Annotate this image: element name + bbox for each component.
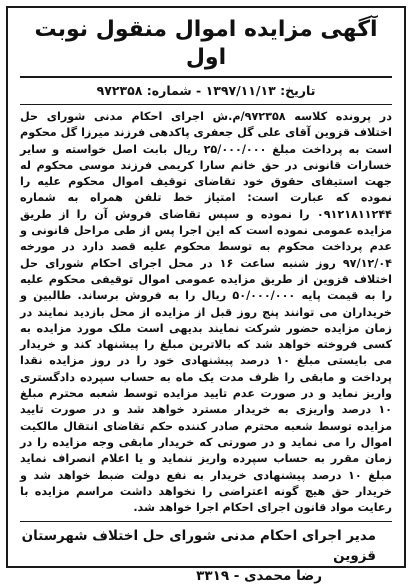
notice-date-number: تاریخ: ۱۳۹۷/۱۱/۱۳ - شماره: ۹۷۲۳۵۸	[96, 83, 316, 98]
notice-title: آگهی مزایده اموال منقول نوبت اول	[34, 17, 378, 70]
notice-body: در پرونده کلاسه ۹۷۲۳۵۸/م.ش اجرای احکام مدنی شورای حل اختلاف قزوین آقای علی گل جعفری پاکدهی فرزند میرزا گل محکوم است به پرداخت مبلغ ۲۵/۰۰۰/۰۰۰ ریال بابت اصل خواسته و سایر خسارات قانونی در حق خانم سارا کریمی فرزند موسی محکوم له جهت استیفای حقوق خود تقاضای توقیف اموال محکوم علیه را نموده که عبارت است: امتیاز خط تلفن همراه به شماره ۰۹۱۲۱۸۱۱۲۴۴ را نموده و سپس تقاضای فروش آن را از طریق مزایده عمومی نموده است که این اجرا پس از طی مراحل قانونی و عدم پرداخت محکوم به توسط محکوم علیه قصد دارد در مورخه ۹۷/۱۲/۰۴ روز شنبه ساعت ۱۶ در محل اجرای احکام شورای حل اختلاف قزوین از طریق مزایده عمومی اموال توقیفی محکوم علیه را به قیمت پایه ۵۰/۰۰۰/۰۰۰ ریال را به فروش برساند. طالبین و خریداران می توانند پنج روز قبل از مزایده از محل بازدید نمایند در زمان مزایده حضور شرکت نمایند بدیهی است ملک مورد مزایده به کسی فروخته خواهد شد که بالاترین مبلغ را پیشنهاد کند و خریدار می بایستی مبلغ ۱۰ درصد پیشنهادی خود را در روز مزایده نقدا پرداخت و مابقی را ظرف مدت یک ماه به حساب سپرده دادگستری واریز نماید و در صورت عدم تایید مزایده توسط شعبه محترم مبلغ ۱۰ درصد واریزی به خریدار مسترد خواهد شد و در صورت تایید مزایده توسط شعبه محترم صادر کننده حکم تقاضای انتقال مالکیت اموال را می نماید و در صورتی که خریدار مابقی وجه مزایده را در زمان مقرر به حساب سپرده واریز ننماید و یا اعلام انصراف نماید مبلغ ۱۰ درصد پیشنهادی خریدار به نفع دولت ضبط خواهد شد و خریدار حق هیچ گونه اعتراضی را نخواهد داشت مراسم مزایده با رعایت مواد قانون اجرای احکام اجرا خواهد شد.	[20, 110, 393, 515]
notice-frame	[6, 6, 406, 585]
meta-divider	[20, 104, 392, 105]
signature-divider	[20, 521, 392, 522]
title-divider	[20, 76, 392, 78]
signature-name: رضا محمدی - ۳۳۱۹	[196, 568, 322, 585]
signature-organization: مدیر اجرای احکام مدنی شورای حل اختلاف شهرستان قزوین	[21, 528, 376, 565]
